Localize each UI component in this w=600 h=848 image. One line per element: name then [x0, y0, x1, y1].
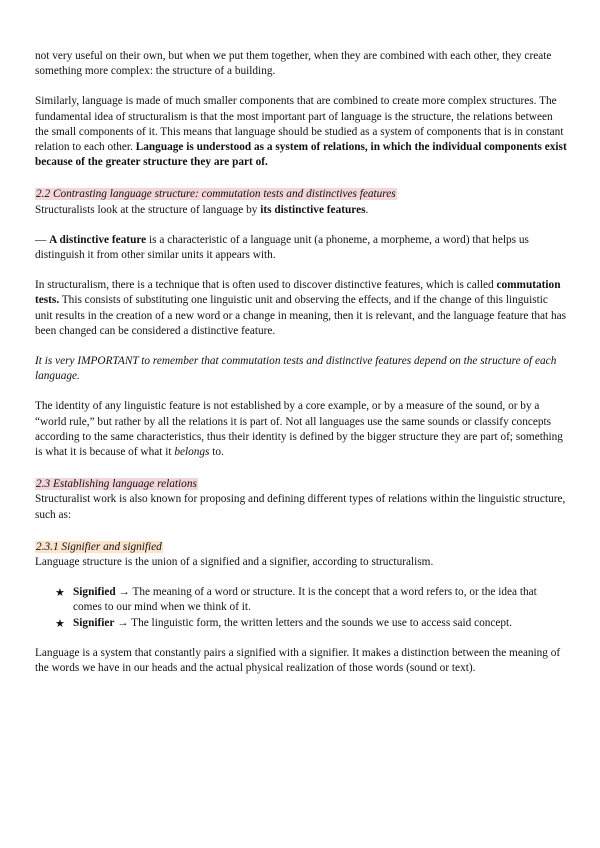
bullet-text: The meaning of a word or structure. It is the concept that a word refers to, or the idea that comes to our mind when we think of it. [73, 586, 537, 614]
bullet-term: Signified [73, 586, 116, 599]
key-statement: Language is understood as a system of relations, in which the individual components exist because of the greater structure they are part of. [35, 141, 567, 169]
paragraph-text: Similarly, language is made of much smaller components that are combined to create more complex structures. The fundamental idea of structuralism is that the most important part of language is the structure, the relations between the small components of it. This means that language should be studied as a system of components that is in constant relation to each other. [35, 95, 564, 154]
distinctive-feature-definition [35, 233, 568, 263]
paragraph-building-analogy: not very useful on their own, but when we put them together, when they are combined with each other, they create something more complex: the structure of a building. [35, 50, 552, 78]
commutation-intro: In structuralism, there is a technique that is often used to discover distinctive features, which is called [35, 279, 497, 292]
signifier-signified-list [35, 585, 568, 631]
section-2-3-1-intro: Language structure is the union of a signified and a signifier, according to structuralism. [35, 556, 434, 569]
list-item-signifier [55, 616, 568, 631]
list-item-signified [55, 585, 568, 615]
paragraph-structuralism-idea [35, 94, 568, 170]
intro-bold: its distinctive features [260, 203, 366, 216]
bullet-term: Signifier [73, 616, 115, 629]
section-2-2-intro [35, 203, 568, 218]
section-2-3-intro: Structuralist work is also known for proposing and defining different types of relations within the linguistic structure, such as: [35, 493, 566, 521]
commutation-tests-paragraph [35, 278, 568, 339]
section-2-3-heading: 2.3 Establishing language relations [36, 478, 197, 491]
identity-end: to. [209, 446, 224, 459]
identity-paragraph [35, 399, 568, 460]
star-icon: ★ [55, 616, 65, 630]
closing-paragraph: Language is a system that constantly pairs a signified with a signifier. It makes a distinction between the meaning of the words we have in our heads and the actual physical realization of those words (sound or text). [35, 646, 561, 675]
bullet-text: The linguistic form, the written letters and the sounds we use to access said concept. [131, 616, 513, 629]
identity-italic: belongs [174, 446, 210, 459]
section-2-3-heading-line [35, 477, 568, 492]
arrow-icon: → [114, 616, 132, 629]
definition-term: A distinctive feature [49, 233, 147, 246]
identity-text: The identity of any linguistic feature is not established by a core example, or by a measure of the sound, or by a “world rule,” but rather by all the relations it is part of. Not all languages use the same sounds or classify concepts according to the same characteristics, thus their identity is defined by the bigger structure they are part of; something is what it is because of what it [35, 400, 563, 459]
intro-text: Structuralists look at the structure of language by [35, 203, 261, 216]
section-2-2-heading: 2.2 Contrasting language structure: commutation tests and distinctives features [36, 188, 396, 201]
section-2-3-1-heading-line [35, 540, 568, 555]
section-2-2-heading-line [35, 187, 568, 202]
arrow-icon: → [115, 586, 133, 599]
section-2-3-1-heading: 2.3.1 Signifier and signified [36, 540, 162, 553]
important-note: It is very IMPORTANT to remember that commutation tests and distinctive features depend on the structure of each language. [35, 355, 557, 383]
intro-end: . [365, 203, 369, 216]
commutation-text: This consists of substituting one linguistic unit and observing the effects, and if the change of this linguistic unit results in the creation of a new word or a change in meaning, then it is relevant, and the language feature that has been changed can be considered a distinctive feature. [35, 294, 567, 337]
commutation-term: commutation tests. [35, 279, 561, 307]
em-dash: — [35, 233, 50, 246]
definition-text: is a characteristic of a language unit (a phoneme, a morpheme, a word) that helps us distinguish it from other similar units it appears with. [35, 233, 529, 262]
star-icon: ★ [55, 586, 65, 600]
